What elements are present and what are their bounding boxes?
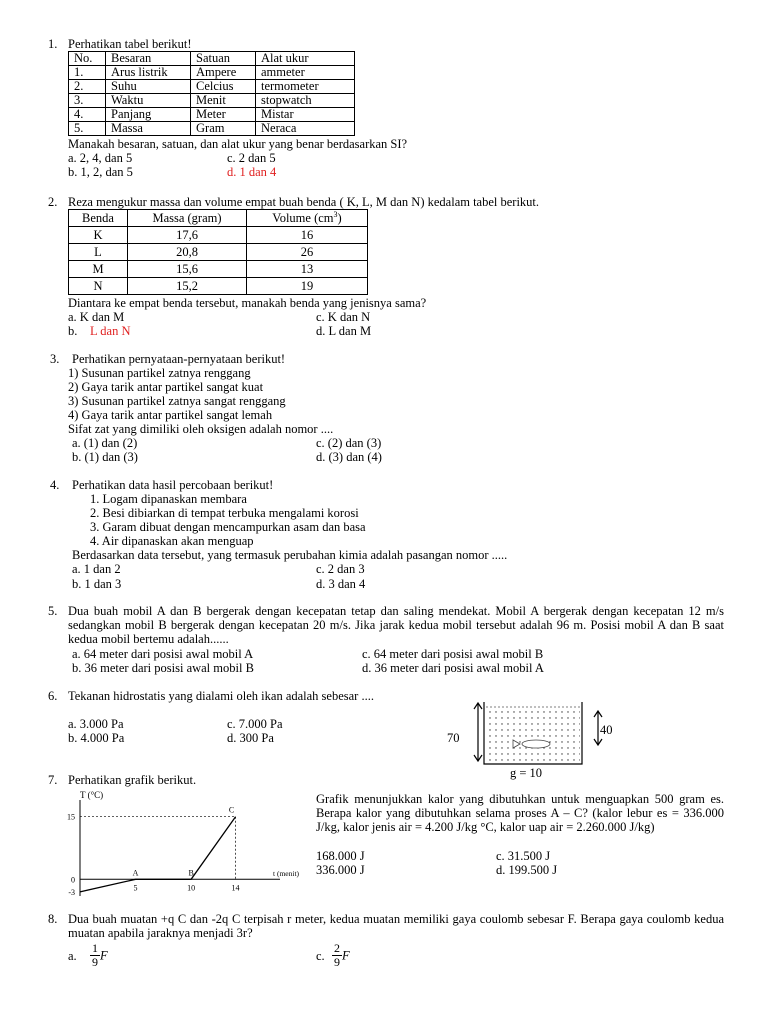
table-cell: K <box>69 227 128 244</box>
table-row <box>69 227 368 244</box>
q3-item: 2) Gaya tarik antar partikel sangat kuat <box>68 380 264 394</box>
table-cell: termometer <box>256 80 355 94</box>
q4-item: 1. Logam dipanaskan membara <box>90 492 247 506</box>
table-cell: Menit <box>191 94 256 108</box>
x-tick-label: 14 <box>231 883 240 893</box>
table-cell: L <box>69 244 128 261</box>
q1-option-b: b. 1, 2, dan 5 <box>68 165 133 179</box>
chart-points <box>133 806 235 878</box>
table-row <box>69 66 355 80</box>
q4-option-d: d. 3 dan 4 <box>316 577 366 591</box>
table-cell: Gram <box>191 122 256 136</box>
q8-option-a <box>68 942 108 969</box>
q3-number: 3. <box>50 352 60 366</box>
table-cell: N <box>69 278 128 295</box>
table-row <box>69 80 355 94</box>
q8-option-a-label: a. <box>68 948 77 963</box>
chart-ticks <box>67 813 240 897</box>
q7-option-a: 168.000 J <box>316 849 365 863</box>
q3-item: 3) Susunan partikel zatnya sangat renggang <box>68 394 286 408</box>
q7-number: 7. <box>48 773 58 787</box>
q6-option-a: a. 3.000 Pa <box>68 717 124 731</box>
q7-option-d: d. 199.500 J <box>496 863 558 877</box>
table-cell: 2. <box>69 80 106 94</box>
table-cell: Mistar <box>256 108 355 122</box>
q4-item: 2. Besi dibiarkan di tempat terbuka mengalami korosi <box>90 506 359 520</box>
y-tick-label: 15 <box>67 812 75 822</box>
label-gravity: g = 10 <box>510 766 543 780</box>
series-line <box>80 817 236 892</box>
q3-stem: Perhatikan pernyataan-pernyataan berikut! <box>72 352 286 366</box>
q6-stem: Tekanan hidrostatis yang dialami oleh ikan adalah sebesar .... <box>68 689 374 703</box>
q4-item: 4. Air dipanaskan akan menguap <box>90 534 254 548</box>
q2-option-c: c. K dan N <box>316 310 371 324</box>
table-cell: Ampere <box>191 66 256 80</box>
q5-option-b: b. 36 meter dari posisi awal mobil B <box>72 661 254 675</box>
q1-stem: Perhatikan tabel berikut! <box>68 37 192 51</box>
q7-stem: Perhatikan grafik berikut. <box>68 773 197 787</box>
variable-F: F <box>342 948 350 963</box>
table-header: Besaran <box>106 52 191 66</box>
table-cell: 15,2 <box>128 278 247 295</box>
table-header: Benda <box>69 210 128 227</box>
table-header: No. <box>69 52 106 66</box>
table-row <box>69 261 368 278</box>
q3-option-b: b. (1) dan (3) <box>72 450 138 464</box>
chart-series <box>80 817 236 892</box>
q4-stem: Perhatikan data hasil percobaan berikut! <box>72 478 274 492</box>
q2-stem: Reza mengukur massa dan volume empat buah benda ( K, L, M dan N) kedalam tabel berikut. <box>68 195 540 209</box>
q3-question: Sifat zat yang dimiliki oleh oksigen adalah nomor .... <box>68 422 334 436</box>
q3-item: 1) Susunan partikel zatnya renggang <box>68 366 251 380</box>
q2-option-a: a. K dan M <box>68 310 125 324</box>
table-header: Alat ukur <box>256 52 355 66</box>
table-cell: Panjang <box>106 108 191 122</box>
table-header: Satuan <box>191 52 256 66</box>
fraction-numerator: 1 <box>92 941 98 955</box>
chart-guides <box>80 817 236 880</box>
q4-option-c: c. 2 dan 3 <box>316 562 365 576</box>
table-cell: Meter <box>191 108 256 122</box>
fraction-denominator: 9 <box>92 955 98 969</box>
table-row <box>69 278 368 295</box>
q2-option-b-label: b. <box>68 324 78 338</box>
table-cell: 16 <box>247 227 368 244</box>
point-label-a: A <box>132 868 139 878</box>
table-cell: 5. <box>69 122 106 136</box>
fraction-denominator: 9 <box>334 955 340 969</box>
table-cell: 26 <box>247 244 368 261</box>
q6-option-c: c. 7.000 Pa <box>227 717 283 731</box>
table-cell: 13 <box>247 261 368 278</box>
variable-F: F <box>100 948 108 963</box>
volume-header-superscript: 3 <box>333 209 338 219</box>
y-tick-label: -3 <box>68 887 75 897</box>
q1-option-c: c. 2 dan 5 <box>227 151 276 165</box>
q8-option-c-label: c. <box>316 948 325 963</box>
table-cell: 17,6 <box>128 227 247 244</box>
q7-option-c: c. 31.500 J <box>496 849 551 863</box>
q2-number: 2. <box>48 195 58 209</box>
table-cell: Massa <box>106 122 191 136</box>
table-cell: 19 <box>247 278 368 295</box>
table-cell: ammeter <box>256 66 355 80</box>
q6-option-d: d. 300 Pa <box>227 731 274 745</box>
table-cell: Arus listrik <box>106 66 191 80</box>
table-header <box>247 210 368 227</box>
fraction <box>90 942 100 969</box>
q2-question: Diantara ke empat benda tersebut, manakah benda yang jenisnya sama? <box>68 296 427 310</box>
q3-option-a: a. (1) dan (2) <box>72 436 138 450</box>
q7-text: Grafik menunjukkan kalor yang dibutuhkan untuk menguapkan 500 gram es. Berapa kalor yang dibutuhkan selama proses A – C? (kalor lebur es = 336.000 J/kg, kalor jenis air = 4.200 J/kg °C, kalor uap air = 2.260.000 J/kg) <box>316 792 724 834</box>
table-row <box>69 108 355 122</box>
label-70: 70 <box>447 731 460 745</box>
chart-axes <box>80 800 280 896</box>
q1-option-a: a. 2, 4, dan 5 <box>68 151 133 165</box>
y-tick-label: 0 <box>71 875 75 885</box>
q3-item: 4) Gaya tarik antar partikel sangat lemah <box>68 408 273 422</box>
q2-option-d: d. L dan M <box>316 324 372 338</box>
q2-table <box>68 209 368 295</box>
table-row <box>69 122 355 136</box>
table-cell: 1. <box>69 66 106 80</box>
table-cell: Celcius <box>191 80 256 94</box>
table-cell: 4. <box>69 108 106 122</box>
chart-ylabel: T (°C) <box>80 790 104 800</box>
table-cell: 20,8 <box>128 244 247 261</box>
x-tick-label: 5 <box>133 883 138 893</box>
table-header: Massa (gram) <box>128 210 247 227</box>
q8-option-c <box>316 942 350 969</box>
q4-number: 4. <box>50 478 60 492</box>
chart-xlabel: t (menit) <box>273 869 300 878</box>
q2-option-b-answer: L dan N <box>90 324 131 338</box>
q1-table <box>68 51 355 136</box>
table-cell: M <box>69 261 128 278</box>
q1-question: Manakah besaran, satuan, dan alat ukur yang benar berdasarkan SI? <box>68 137 408 151</box>
q5-option-c: c. 64 meter dari posisi awal mobil B <box>362 647 544 661</box>
fraction-numerator: 2 <box>334 941 340 955</box>
table-cell: 15,6 <box>128 261 247 278</box>
q1-option-d-answer: d. 1 dan 4 <box>227 165 277 179</box>
q4-item: 3. Garam dibuat dengan mencampurkan asam dan basa <box>90 520 366 534</box>
q4-question: Berdasarkan data tersebut, yang termasuk perubahan kimia adalah pasangan nomor ..... <box>72 548 508 562</box>
temperature-time-chart <box>60 786 310 906</box>
q1-number: 1. <box>48 37 58 51</box>
q8-stem: Dua buah muatan +q C dan -2q C terpisah r meter, kedua muatan memiliki gaya coulomb sebesar F. Berapa gaya coulomb kedua muatan apabila jaraknya menjadi 3r? <box>68 912 724 940</box>
table-row <box>69 244 368 261</box>
q6-number: 6. <box>48 689 58 703</box>
x-tick-label: 10 <box>187 883 196 893</box>
q4-option-b: b. 1 dan 3 <box>72 577 122 591</box>
volume-header-close: ) <box>337 211 342 225</box>
q3-option-c: c. (2) dan (3) <box>316 436 382 450</box>
q5-stem: Dua buah mobil A dan B bergerak dengan kecepatan tetap dan saling mendekat. Mobil A bergerak dengan kecepatan 12 m/s sedangkan mobil B bergerak dengan kecepatan 20 m/s. Jika jarak kedua mobil tersebut adalah 96 m. Posisi mobil A dan B saat kedua mobil bertemu adalah...... <box>68 604 724 646</box>
table-row <box>69 94 355 108</box>
table-cell: 3. <box>69 94 106 108</box>
table-cell: Neraca <box>256 122 355 136</box>
q3-option-d: d. (3) dan (4) <box>316 450 382 464</box>
table-cell: Waktu <box>106 94 191 108</box>
table-header-row <box>69 210 368 227</box>
point-label-c: C <box>228 805 235 815</box>
volume-header-text: Volume (cm <box>272 211 334 225</box>
q6-option-b: b. 4.000 Pa <box>68 731 125 745</box>
table-header-row <box>69 52 355 66</box>
point-label-b: B <box>188 868 194 878</box>
q8-number: 8. <box>48 912 58 926</box>
q4-option-a: a. 1 dan 2 <box>72 562 121 576</box>
fraction <box>332 942 342 969</box>
fish-tank-diagram <box>440 698 630 782</box>
table-cell: Suhu <box>106 80 191 94</box>
q5-number: 5. <box>48 604 58 618</box>
q7-option-b: 336.000 J <box>316 863 365 877</box>
table-cell: stopwatch <box>256 94 355 108</box>
q5-option-d: d. 36 meter dari posisi awal mobil A <box>362 661 544 675</box>
water <box>486 708 580 762</box>
q5-option-a: a. 64 meter dari posisi awal mobil A <box>72 647 254 661</box>
label-40: 40 <box>600 723 613 737</box>
